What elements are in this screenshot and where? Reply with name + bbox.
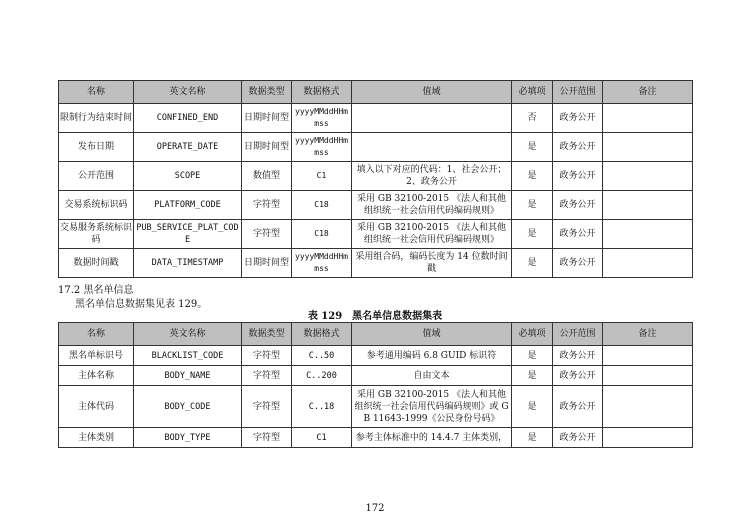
cell-required: 是 [512, 386, 553, 428]
header-cell: 数据类型 [242, 81, 292, 104]
cell-data-format: C..50 [292, 346, 352, 366]
cell-english-name: BODY_CODE [134, 386, 242, 428]
data-table-2 [58, 322, 693, 448]
cell-data-type: 日期时间型 [242, 249, 292, 278]
cell-name: 公开范围 [59, 162, 134, 191]
cell-value-range: 采用 GB 32100-2015 《法人和其他组织统一社会信用代码编码规则》 [352, 220, 512, 249]
cell-name: 主体名称 [59, 366, 134, 386]
table-row [59, 220, 693, 249]
cell-data-format: yyyyMMddHHmmss [292, 104, 352, 133]
table-header-row [59, 323, 693, 346]
cell-data-type: 日期时间型 [242, 104, 292, 133]
header-cell: 必填项 [512, 323, 553, 346]
cell-data-format: C18 [292, 191, 352, 220]
cell-english-name: DATA_TIMESTAMP [134, 249, 242, 278]
cell-value-range: 采用组合码，编码长度为 14 位数时间戳 [352, 249, 512, 278]
intro-text: 黑名单信息数据集见表 129。 [75, 299, 208, 310]
cell-value-range: 填入以下对应的代码：1、社会公开； 2、政务公开 [352, 162, 512, 191]
header-cell: 英文名称 [134, 81, 242, 104]
table-row [59, 428, 693, 448]
cell-value-range [352, 104, 512, 133]
cell-note [603, 366, 693, 386]
cell-value-range: 采用 GB 32100-2015 《法人和其他组织统一社会信用代码编码规则》或 GB 11643-1999《公民身份号码》 [352, 386, 512, 428]
cell-scope: 政务公开 [553, 249, 603, 278]
table-row [59, 162, 693, 191]
header-cell: 英文名称 [134, 323, 242, 346]
cell-required: 是 [512, 428, 553, 448]
cell-data-type: 字符型 [242, 191, 292, 220]
table-row [59, 386, 693, 428]
header-cell: 公开范围 [553, 323, 603, 346]
cell-scope: 政务公开 [553, 346, 603, 366]
cell-name: 限制行为结束时间 [59, 104, 134, 133]
cell-english-name: BODY_TYPE [134, 428, 242, 448]
cell-data-type: 字符型 [242, 386, 292, 428]
cell-data-format: C1 [292, 162, 352, 191]
cell-note [603, 220, 693, 249]
header-cell: 数据格式 [292, 323, 352, 346]
cell-english-name: OPERATE_DATE [134, 133, 242, 162]
cell-data-format: C..18 [292, 386, 352, 428]
cell-required: 是 [512, 346, 553, 366]
cell-required: 是 [512, 249, 553, 278]
cell-note [603, 346, 693, 366]
cell-required: 是 [512, 133, 553, 162]
header-cell: 必填项 [512, 81, 553, 104]
header-cell: 数据格式 [292, 81, 352, 104]
cell-required: 否 [512, 104, 553, 133]
cell-scope: 政务公开 [553, 428, 603, 448]
cell-data-format: yyyyMMddHHmmss [292, 133, 352, 162]
header-cell: 值域 [352, 323, 512, 346]
section-heading: 17.2 黑名单信息 [58, 285, 134, 296]
data-table-1 [58, 80, 693, 278]
header-cell: 备注 [603, 323, 693, 346]
header-cell: 数据类型 [242, 323, 292, 346]
cell-note [603, 428, 693, 448]
table-row [59, 133, 693, 162]
cell-required: 是 [512, 366, 553, 386]
cell-value-range [352, 133, 512, 162]
cell-name: 主体代码 [59, 386, 134, 428]
header-cell: 备注 [603, 81, 693, 104]
cell-value-range: 采用 GB 32100-2015 《法人和其他组织统一社会信用代码编码规则》 [352, 191, 512, 220]
cell-scope: 政务公开 [553, 366, 603, 386]
cell-note [603, 386, 693, 428]
cell-note [603, 191, 693, 220]
table-row [59, 366, 693, 386]
cell-data-type: 字符型 [242, 366, 292, 386]
cell-note [603, 104, 693, 133]
header-cell: 名称 [59, 81, 134, 104]
cell-value-range: 参考通用编码 6.8 GUID 标识符 [352, 346, 512, 366]
cell-required: 是 [512, 220, 553, 249]
cell-name: 交易系统标识码 [59, 191, 134, 220]
table-row [59, 346, 693, 366]
cell-name: 主体类别 [59, 428, 134, 448]
cell-required: 是 [512, 191, 553, 220]
cell-data-type: 数值型 [242, 162, 292, 191]
table-header-row [59, 81, 693, 104]
header-cell: 值域 [352, 81, 512, 104]
cell-data-format: C1 [292, 428, 352, 448]
cell-note [603, 133, 693, 162]
cell-data-type: 字符型 [242, 428, 292, 448]
cell-english-name: CONFINED_END [134, 104, 242, 133]
cell-scope: 政务公开 [553, 220, 603, 249]
table-row [59, 104, 693, 133]
cell-english-name: SCOPE [134, 162, 242, 191]
table-caption: 表 129 黑名单信息数据集表 [307, 311, 443, 322]
cell-data-type: 日期时间型 [242, 133, 292, 162]
cell-name: 数据时间戳 [59, 249, 134, 278]
cell-scope: 政务公开 [553, 104, 603, 133]
cell-name: 交易服务系统标识码 [59, 220, 134, 249]
cell-scope: 政务公开 [553, 162, 603, 191]
cell-scope: 政务公开 [553, 133, 603, 162]
cell-scope: 政务公开 [553, 191, 603, 220]
header-cell: 名称 [59, 323, 134, 346]
cell-note [603, 249, 693, 278]
cell-english-name: PLATFORM_CODE [134, 191, 242, 220]
page-number: 172 [365, 503, 385, 514]
cell-data-type: 字符型 [242, 220, 292, 249]
cell-value-range: 参考主体标准中的 14.4.7 主体类别， [352, 428, 512, 448]
cell-name: 黑名单标识号 [59, 346, 134, 366]
cell-english-name: PUB_SERVICE_PLAT_CODE [134, 220, 242, 249]
table-row [59, 191, 693, 220]
cell-data-format: yyyyMMddHHmmss [292, 249, 352, 278]
cell-name: 发布日期 [59, 133, 134, 162]
header-cell: 公开范围 [553, 81, 603, 104]
cell-required: 是 [512, 162, 553, 191]
table-row [59, 249, 693, 278]
cell-english-name: BODY_NAME [134, 366, 242, 386]
cell-english-name: BLACKLIST_CODE [134, 346, 242, 366]
cell-value-range: 自由文本 [352, 366, 512, 386]
cell-data-format: C..200 [292, 366, 352, 386]
cell-scope: 政务公开 [553, 386, 603, 428]
cell-note [603, 162, 693, 191]
cell-data-format: C18 [292, 220, 352, 249]
cell-data-type: 字符型 [242, 346, 292, 366]
